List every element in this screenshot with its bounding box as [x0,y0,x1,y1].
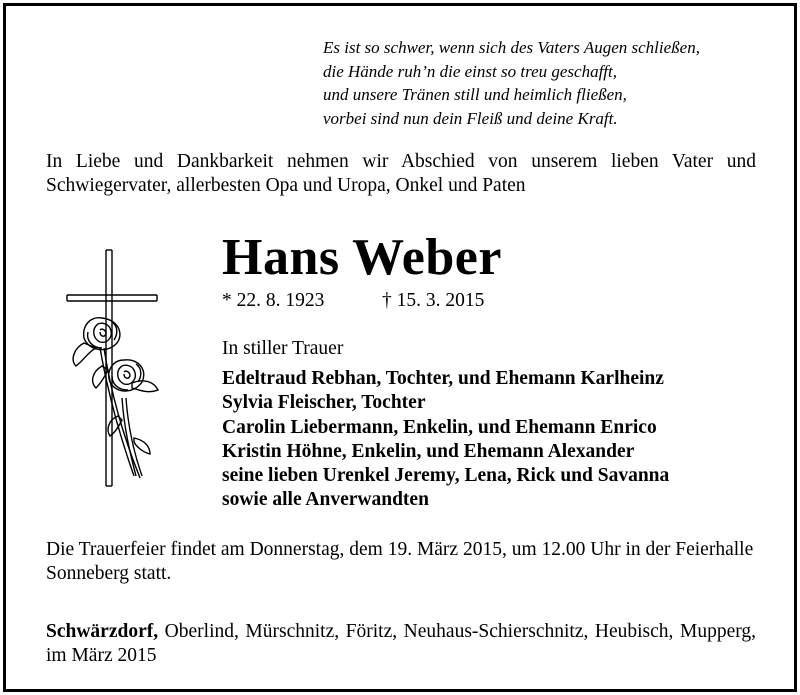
family-member: sowie alle Anverwandten [222,489,429,511]
family-member: Sylvia Fleischer, Tochter [222,392,426,414]
place-main: Schwärzdorf, [46,621,159,642]
family-list [222,367,669,513]
poem [323,36,700,130]
poem-line: vorbei sind nun dein Fleiß und deine Kraft. [323,108,618,128]
birth-date: * 22. 8. 1923 [222,290,325,311]
family-member: Kristin Höhne, Enkelin, und Ehemann Alexander [222,440,635,462]
family-member: seine lieben Urenkel Jeremy, Lena, Rick und Savanna [222,465,670,487]
service-info: Die Trauerfeier findet am Donnerstag, dem 19. März 2015, um 12.00 Uhr in der Feierhalle Sonneberg statt. [46,539,754,584]
poem-line: Es ist so schwer, wenn sich des Vaters Augen schließen, [323,38,700,57]
death-date: † 15. 3. 2015 [382,290,485,311]
family-member: Edeltraud Rebhan, Tochter, und Ehemann Karlheinz [222,368,664,389]
place-and-date [46,620,756,668]
poem-line: die Hände ruh’n die einst so treu geschafft, [323,61,617,81]
deceased-name: Hans Weber [222,229,502,286]
family-member: Carolin Liebermann, Enkelin, und Ehemann Enrico [222,416,657,438]
poem-line: und unsere Tränen still und heimlich fließen, [323,85,627,104]
intro-text: In Liebe und Dankbarkeit nehmen wir Abschied von unserem lieben Vater und Schwiegervater, allerbesten Opa und Uropa, Onkel und Paten [46,151,756,196]
life-dates [222,290,485,312]
place-rest: Oberlind, Mürschnitz, Föritz, Neuhaus-Schierschnitz, Heubisch, Mupperg, im März 2015 [46,621,756,666]
mourning-heading: In stiller Trauer [222,338,344,359]
cross-with-roses-icon [62,248,182,488]
